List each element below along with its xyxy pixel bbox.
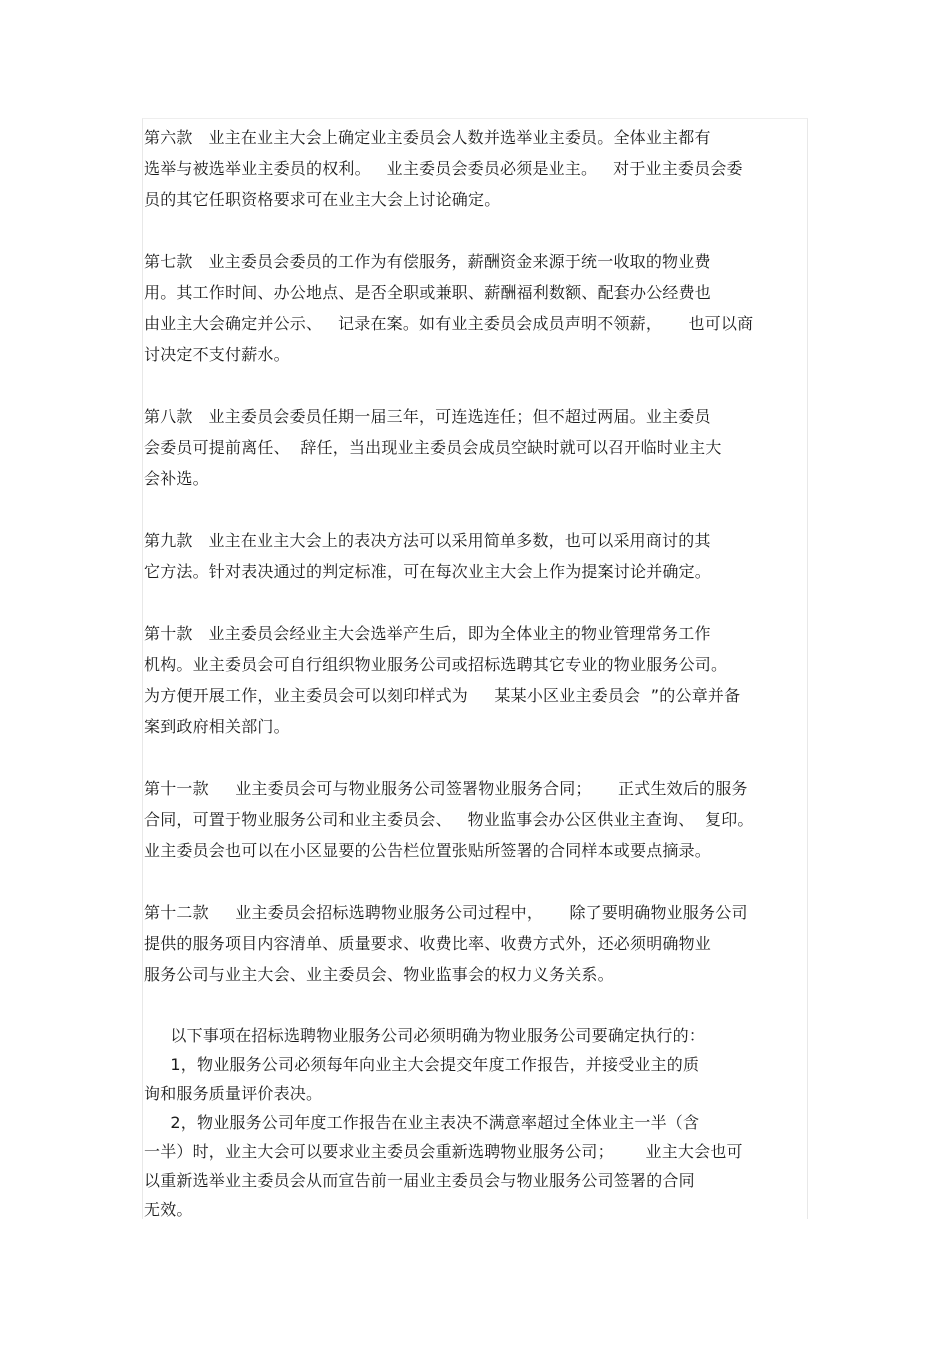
text-line: 第十款 业主委员会经业主大会选举产生后，即为全体业主的物业管理常务工作 xyxy=(144,624,711,643)
text-line: 员的其它任职资格要求可在业主大会上讨论确定。 xyxy=(144,190,501,209)
text-line: 第八款 业主委员会委员任期一届三年，可连选连任；但不超过两届。业主委员 xyxy=(144,407,711,426)
text-line: 提供的服务项目内容清单、质量要求、收费比率、收费方式外，还必须明确物业 xyxy=(144,934,712,953)
text-line: 为方便开展工作，业主委员会可以刻印样式为 某某小区业主委员会 ”的公章并备 xyxy=(144,686,741,705)
text-line: 案到政府相关部门。 xyxy=(144,717,290,736)
text-line: 选举与被选举业主委员的权利。 业主委员会委员必须是业主。 对于业主委员会委 xyxy=(144,159,743,178)
clause-11 xyxy=(144,773,806,866)
text-line: 业主委员会也可以在小区显要的公告栏位置张贴所签署的合同样本或要点摘录。 xyxy=(144,841,712,860)
text-line: 服务公司与业主大会、业主委员会、物业监事会的权力义务关系。 xyxy=(144,965,614,984)
text-line: 第九款 业主在业主大会上的表决方法可以采用简单多数，也可以采用商讨的其 xyxy=(144,531,711,550)
text-line: 第六款 业主在业主大会上确定业主委员会人数并选举业主委员。全体业主都有 xyxy=(144,128,711,147)
clause-7 xyxy=(144,246,806,370)
clause-6 xyxy=(144,122,806,215)
text-line: 会补选。 xyxy=(144,469,209,488)
clause-9 xyxy=(144,525,806,587)
list-intro: 以下事项在招标选聘物业服务公司必须明确为物业服务公司要确定执行的： xyxy=(144,1026,706,1045)
text-line: 机构。业主委员会可自行组织物业服务公司或招标选聘其它专业的物业服务公司。 xyxy=(144,655,728,674)
clause-12 xyxy=(144,897,806,990)
text-line: 第七款 业主委员会委员的工作为有偿服务，薪酬资金来源于统一收取的物业费 xyxy=(144,252,711,271)
text-line: 第十一款 业主委员会可与物业服务公司签署物业服务合同； 正式生效后的服务 xyxy=(144,779,748,798)
text-line: 第十二款 业主委员会招标选聘物业服务公司过程中， 除了要明确物业服务公司 xyxy=(144,903,748,922)
list-item-continuation: 无效。 xyxy=(144,1200,193,1219)
list-item-continuation: 一半）时，业主大会可以要求业主委员会重新选聘物业服务公司； 业主大会也可 xyxy=(144,1142,743,1161)
document-body xyxy=(144,122,806,1255)
text-line: 它方法。针对表决通过的判定标准，可在每次业主大会上作为提案讨论并确定。 xyxy=(144,562,712,581)
list-item-continuation: 以重新选举业主委员会从而宣告前一届业主委员会与物业服务公司签署的合同 xyxy=(144,1171,695,1190)
required-items-list xyxy=(144,1021,806,1224)
clause-10 xyxy=(144,618,806,742)
text-line: 由业主大会确定并公示、 记录在案。如有业主委员会成员声明不领薪， 也可以商 xyxy=(144,314,754,333)
text-line: 用。其工作时间、办公地点、是否全职或兼职、薪酬福利数额、配套办公经费也 xyxy=(144,283,712,302)
text-line: 会委员可提前离任、 辞任，当出现业主委员会成员空缺时就可以召开临时业主大 xyxy=(144,438,722,457)
list-item: 1，物业服务公司必须每年向业主大会提交年度工作报告，并接受业主的质 xyxy=(144,1055,700,1074)
text-line: 讨决定不支付薪水。 xyxy=(144,345,290,364)
text-line: 合同，可置于物业服务公司和业主委员会、 物业监事会办公区供业主查询、 复印。 xyxy=(144,810,754,829)
list-item: 2，物业服务公司年度工作报告在业主表决不满意率超过全体业主一半（含 xyxy=(144,1113,700,1132)
clause-8 xyxy=(144,401,806,494)
list-item-continuation: 询和服务质量评价表决。 xyxy=(144,1084,323,1103)
